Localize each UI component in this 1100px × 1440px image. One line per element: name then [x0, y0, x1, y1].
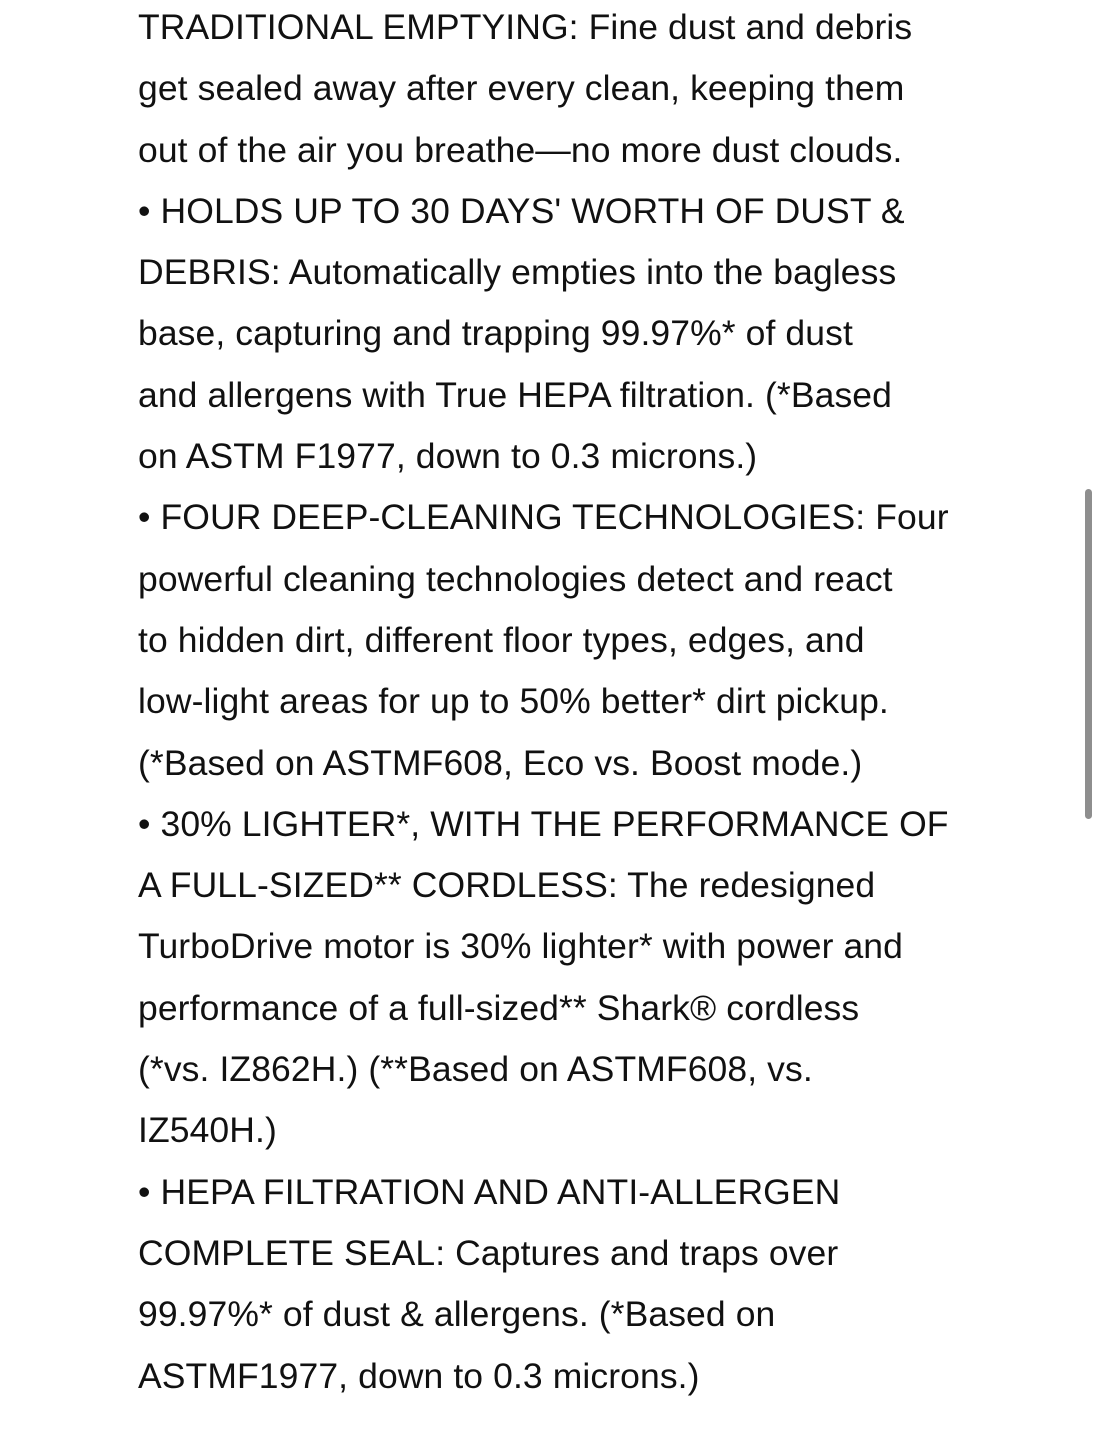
description-line: to hidden dirt, different floor types, edges, and	[138, 619, 865, 660]
description-line: A FULL-SIZED** CORDLESS: The redesigned	[138, 865, 876, 906]
description-line: (*Based on ASTMF608, Eco vs. Boost mode.)	[138, 742, 863, 783]
vertical-scrollbar-thumb[interactable]	[1085, 489, 1092, 819]
feature-bullet-lighter-motor: • 30% LIGHTER*, WITH THE PERFORMANCE OF	[138, 803, 949, 844]
description-line: COMPLETE SEAL: Captures and traps over	[138, 1232, 839, 1273]
feature-bullet-hepa-filtration: • HEPA FILTRATION AND ANTI-ALLERGEN	[138, 1171, 841, 1212]
description-line: ASTMF1977, down to 0.3 microns.)	[138, 1355, 700, 1396]
description-line: get sealed away after every clean, keeping them	[138, 68, 905, 109]
description-line: low-light areas for up to 50% better* dirt pickup.	[138, 681, 889, 722]
description-line: on ASTM F1977, down to 0.3 microns.)	[138, 436, 758, 477]
description-line: and allergens with True HEPA filtration. (*Based	[138, 374, 892, 415]
description-line: DEBRIS: Automatically empties into the bagless	[138, 252, 897, 293]
description-line: TurboDrive motor is 30% lighter* with power and	[138, 926, 903, 967]
description-line: 99.97%* of dust & allergens. (*Based on	[138, 1294, 776, 1335]
description-line: performance of a full-sized** Shark® cordless	[138, 987, 860, 1028]
description-line: TRADITIONAL EMPTYING: Fine dust and debris	[138, 7, 913, 47]
description-line: IZ540H.)	[138, 1110, 277, 1151]
product-feature-description	[138, 0, 1018, 1407]
description-line: powerful cleaning technologies detect and react	[138, 558, 893, 599]
feature-bullet-cleaning-technologies: • FOUR DEEP-CLEANING TECHNOLOGIES: Four	[138, 497, 949, 538]
feature-bullet-dust-capacity: • HOLDS UP TO 30 DAYS' WORTH OF DUST &	[138, 190, 905, 231]
description-line: (*vs. IZ862H.) (**Based on ASTMF608, vs.	[138, 1049, 813, 1090]
description-line: base, capturing and trapping 99.97%* of dust	[138, 313, 853, 354]
description-line: out of the air you breathe—no more dust clouds.	[138, 129, 903, 170]
